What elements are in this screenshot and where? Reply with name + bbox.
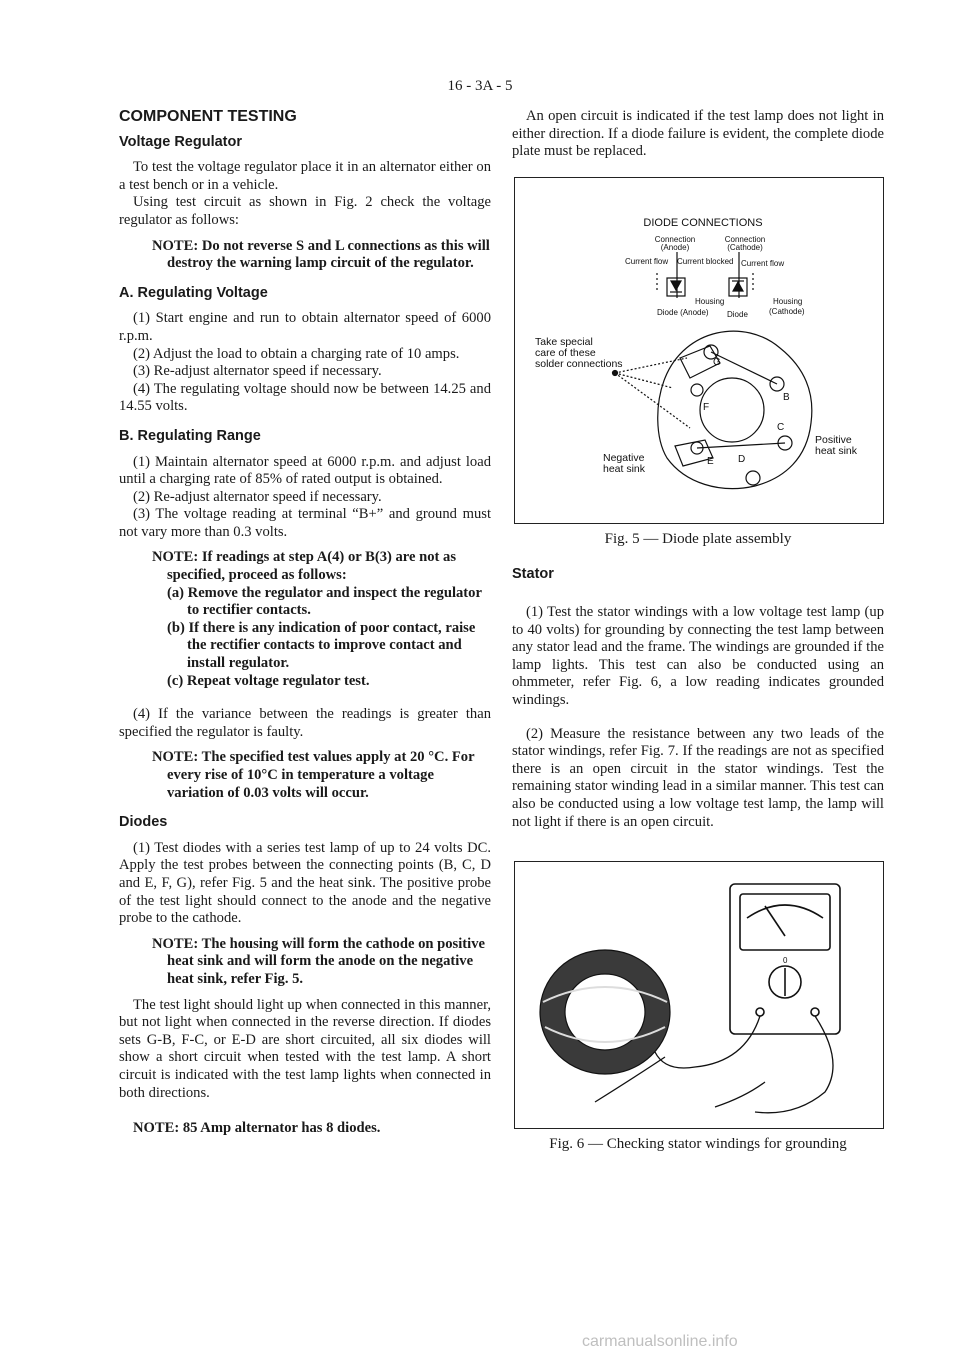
current-flow-left: Current flow (625, 256, 669, 266)
stator-paragraph-2: (2) Measure the resistance between any two leads of the stator windings, refer Fig. 7. If the readings are not as specified there is an open circuit in the stator windings. Test the remaining stator winding lead in a similar manner. This test can also be conducted using a low voltage test lamp, the lamp will not light if there is an open circuit. (512, 725, 884, 830)
section-title: COMPONENT TESTING (119, 108, 297, 125)
negative-heat-sink-label: Negative (603, 451, 645, 464)
note-housing: NOTE: The housing will form the cathode on positive heat sink and will form the anode on the negative heat sink, refer Fig. 5. (152, 935, 485, 987)
housing-cathode-label: Housing (773, 296, 803, 306)
current-flow-right: Current flow (741, 258, 785, 268)
conn-cathode-sub: (Cathode) (727, 242, 763, 252)
figure-5-caption: Fig. 5 — Diode plate assembly (604, 530, 792, 547)
take-special-label-2: care of these (535, 346, 596, 359)
step-a1: (1) Start engine and run to obtain alternator speed of 6000 r.p.m. (119, 310, 491, 344)
vr-paragraph-2: Using test circuit as shown in Fig. 2 check the voltage regulator as follows: (119, 194, 491, 228)
step-b4: (4) If the variance between the readings is greater than specified the regulator is faulty. (119, 706, 491, 740)
diodes-paragraph-1: (1) Test diodes with a series test lamp of up to 24 volts DC. Apply the test probes between the connecting points (B, C, D and E, F, G), refer Fig. 5 and the heat sink. The positive probe of the test light should connect to the anode and the negative probe to the cathode. (119, 839, 491, 927)
page-number: 16 - 3A - 5 (447, 78, 513, 94)
take-special-label: Take special (535, 335, 593, 348)
note-temperature: NOTE: The specified test values apply at 20 °C. For every rise of 10°C in temperature a voltage variation of 0.03 volts will occur. (152, 749, 475, 801)
housing-anode-sub: Diode (Anode) (657, 307, 709, 317)
regulating-range-heading: B. Regulating Range (119, 427, 261, 444)
diodes-heading: Diodes (119, 814, 168, 831)
step-a3: (3) Re-adjust alternator speed if necessary. (133, 363, 382, 380)
plate-letter-d: D (738, 453, 746, 465)
watermark: carmanualsonline.info (582, 1333, 738, 1350)
housing-cathode-sub: (Cathode) (769, 306, 805, 316)
note-readings: NOTE: If readings at step A(4) or B(3) are not as specified, proceed as follows: (152, 549, 457, 584)
housing-anode-label: Housing (695, 296, 725, 306)
note-readings-c: (c) Repeat voltage regulator test. (167, 672, 370, 689)
stator-heading: Stator (512, 566, 554, 583)
figure-6-caption: Fig. 6 — Checking stator windings for grounding (549, 1136, 847, 1153)
stator-paragraph-1: (1) Test the stator windings with a low voltage test lamp (up to 40 volts) for grounding by connecting the test lamp between any stator lead and the frame. The windings are grounded if the lamp lights. This test can also be conducted using an ohmmeter, refer Fig. 6, a low reading indicates grounded windings. (512, 603, 884, 708)
conn-cathode-label: Connection (724, 234, 766, 244)
step-a2: (2) Adjust the load to obtain a charging rate of 10 amps. (133, 345, 460, 362)
ohmmeter-stator-illustration (515, 862, 883, 1128)
take-special-label-3: solder connections (535, 357, 623, 370)
diode-right-label: Diode (727, 309, 748, 319)
open-circuit-paragraph: An open circuit is indicated if the test lamp does not light in either direction. If a diode failure is evident, the complete diode plate must be replaced. (512, 108, 884, 160)
left-column (119, 108, 491, 1146)
figure-5-box (514, 177, 884, 524)
note-connections: NOTE: Do not reverse S and L connections as this will destroy the warning lamp circuit of the regulator. (152, 237, 490, 272)
step-b1: (1) Maintain alternator speed at 6000 r.p.m. and adjust load until a charging rate of 85% of rated output is obtained. (119, 453, 491, 488)
note-readings-a: (a) Remove the regulator and inspect the regulator to rectifier contacts. (167, 584, 482, 619)
diode-plate-diagram (515, 178, 883, 523)
plate-letter-c: C (777, 421, 785, 433)
diodes-paragraph-2: The test light should light up when connected in this manner, but not light when connected in the reverse direction. If diodes sets G-B, F-C, or E-D are short circuited, all six diodes will show a short circuit when tested with the test lamp. A short circuit is indicated with the test lamp lights when connected in both directions. (119, 996, 491, 1101)
plate-letter-f: F (703, 401, 710, 413)
note-readings-b: (b) If there is any indication of poor contact, raise the rectifier contacts to improve contact and install regulator. (167, 619, 476, 672)
vr-paragraph-1: To test the voltage regulator place it in an alternator either on a test bench or in a vehicle. (119, 159, 491, 193)
voltage-regulator-heading: Voltage Regulator (119, 133, 242, 150)
conn-anode-label: Connection (654, 234, 696, 244)
plate-letter-e: E (707, 455, 714, 467)
negative-heat-sink-label-2: heat sink (603, 462, 646, 475)
step-b3: (3) The voltage reading at terminal “B+” and ground must not vary more than 0.3 volts. (119, 506, 491, 540)
stator-windings (540, 950, 670, 1074)
step-a4: (4) The regulating voltage should now be between 14.25 and 14.55 volts. (119, 380, 491, 415)
conn-anode-sub: (Anode) (660, 242, 690, 252)
positive-heat-sink-label: Positive (815, 433, 852, 446)
diode-connections-title: DIODE CONNECTIONS (643, 216, 763, 229)
plate-letter-b: B (783, 391, 790, 403)
figure-6-box (514, 861, 884, 1129)
positive-heat-sink-label-2: heat sink (815, 444, 858, 457)
regulating-voltage-heading: A. Regulating Voltage (119, 284, 268, 301)
step-b2: (2) Re-adjust alternator speed if necessary. (133, 488, 382, 505)
meter-zero-label: 0 (783, 956, 788, 966)
note-85-amp: NOTE: 85 Amp alternator has 8 diodes. (133, 1120, 381, 1137)
right-column (512, 108, 884, 1154)
current-blocked: Current blocked (677, 256, 734, 266)
plate-letter-g: G (713, 356, 721, 368)
